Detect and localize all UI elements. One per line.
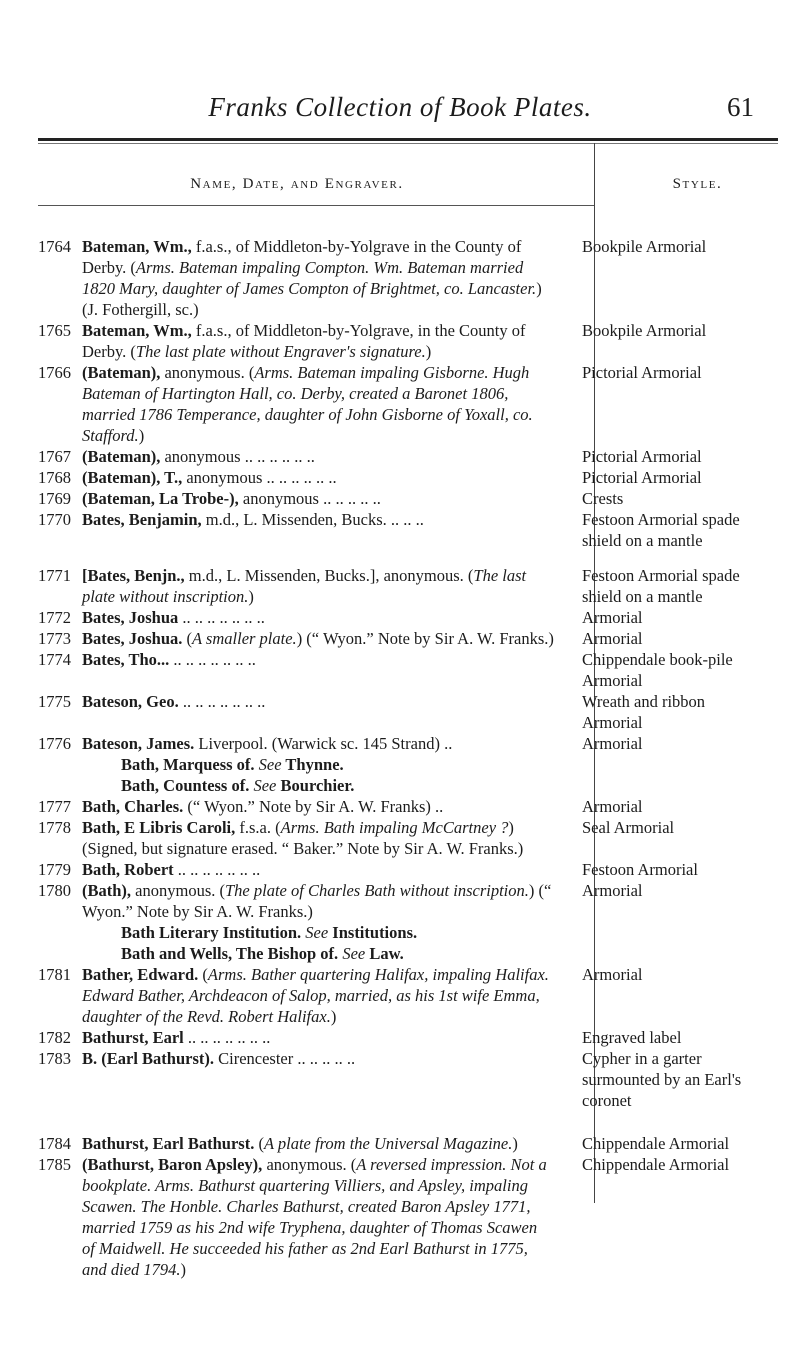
entry-italic-note: The last plate without inscription.: [82, 566, 527, 606]
entry-style: Pictorial Armorial: [582, 468, 702, 487]
entry-text: (: [254, 1134, 264, 1153]
column-header-style: Style.: [672, 176, 723, 192]
cross-ref-see: See: [258, 755, 282, 774]
entry-row: [0, 446, 800, 467]
entry-number: 1768: [38, 468, 71, 487]
entry-number: 1784: [38, 1134, 71, 1153]
cross-ref-target: Institutions.: [328, 923, 418, 942]
entry-description: [82, 859, 554, 880]
entry-description: [82, 236, 554, 320]
entry-name: (Bateman, La Trobe-),: [82, 489, 239, 508]
header-rule-thin: [38, 143, 778, 144]
cross-ref-name: Bath Literary Institution.: [121, 923, 306, 942]
entry-text: anonymous. (: [160, 363, 255, 382]
entry-style: Armorial: [582, 608, 643, 627]
entry-number: 1770: [38, 510, 71, 529]
entry-style: Wreath and ribbon Armorial: [582, 692, 706, 732]
entry-description: [82, 1154, 554, 1280]
entry-description: [82, 691, 554, 712]
entry-number: 1779: [38, 860, 71, 879]
entry-text-tail: ): [512, 1134, 518, 1153]
entry-row: [0, 488, 800, 509]
entry-italic-note: Arms. Bather quartering Halifax, impaling Halifax. Edward Bather, Archdeacon of Salop, married, as his 1st wife Emma, daughter of the Revd. Robert Halifax.: [82, 965, 549, 1026]
entry-style: Festoon Armorial spade shield on a mantle: [582, 566, 740, 606]
entry-name: Bateman, Wm.,: [82, 237, 192, 256]
entry-italic-note: Arms. Bateman impaling Compton. Wm. Bateman married 1820 Mary, daughter of James Compton of Brightmet, co. Lancaster.: [82, 258, 537, 298]
cross-reference: [0, 754, 593, 775]
entry-description: [82, 964, 554, 1027]
entry-name: Bateson, Geo.: [82, 692, 179, 711]
cross-ref-target: Bourchier.: [276, 776, 355, 795]
cross-ref-target: Law.: [365, 944, 404, 963]
entry-style: Chippendale book-pile Armorial: [582, 650, 733, 690]
entry-name: Bath, Charles.: [82, 797, 184, 816]
entry-text: anonymous .. .. .. .. ..: [238, 489, 381, 508]
entry-row: [0, 733, 800, 754]
entry-row: [0, 362, 800, 446]
entry-text-tail: ): [330, 1007, 337, 1026]
entry-text-tail: ): [180, 1260, 187, 1279]
entry-row: [0, 859, 800, 880]
entry-number: 1785: [38, 1155, 71, 1174]
entry-text: (“ Wyon.” Note by Sir A. W. Franks) ..: [183, 797, 444, 816]
entry-row: [0, 565, 800, 607]
entry-name: Bates, Joshua.: [82, 629, 183, 648]
entry-italic-note: A plate from the Universal Magazine.: [263, 1134, 513, 1153]
entry-text: .. .. .. .. .. .. ..: [178, 608, 265, 627]
entry-style: Cypher in a garter surmounted by an Earl's coronet: [582, 1049, 742, 1110]
entry-number: 1772: [38, 608, 71, 627]
column-header-rule: [38, 205, 594, 206]
entry-description: [82, 733, 554, 754]
entry-number: 1764: [38, 237, 71, 256]
entry-list: [0, 236, 800, 1280]
entry-text-tail: ): [138, 426, 145, 445]
entry-text: m.d., L. Missenden, Bucks.], anonymous. (: [184, 566, 474, 585]
entry-number: 1769: [38, 489, 71, 508]
entry-style: Bookpile Armorial: [582, 237, 707, 256]
entry-row: [0, 964, 800, 1027]
entry-row: [0, 320, 800, 362]
entry-italic-note: The plate of Charles Bath without inscription.: [225, 881, 529, 900]
entry-description: [82, 880, 554, 922]
entry-text: .. .. .. .. .. .. ..: [178, 692, 266, 711]
entry-text: .. .. .. .. .. .. ..: [169, 650, 256, 669]
entry-text: (: [198, 965, 208, 984]
entry-style: Festoon Armorial spade shield on a mantle: [582, 510, 740, 550]
entry-name: Bather, Edward.: [82, 965, 199, 984]
cross-ref-see: See: [305, 923, 329, 942]
entry-text-tail: ): [248, 587, 254, 606]
entry-name: (Bateman),: [82, 447, 161, 466]
entry-description: [82, 649, 554, 670]
entry-description: [82, 320, 554, 362]
entry-description: [82, 817, 554, 859]
entry-style: Pictorial Armorial: [582, 363, 702, 382]
entry-number: 1781: [38, 965, 71, 984]
entry-name: (Bath),: [82, 881, 132, 900]
entry-name: (Bathurst, Baron Apsley),: [82, 1155, 263, 1174]
entry-row: [0, 1133, 800, 1154]
entry-style: Armorial: [582, 797, 643, 816]
entry-name: (Bateman), T.,: [82, 468, 183, 487]
cross-ref-name: Bath and Wells, The Bishop of.: [121, 944, 343, 963]
entry-description: [82, 446, 554, 467]
entry-description: [82, 467, 554, 488]
entry-row: [0, 467, 800, 488]
cross-reference: [0, 943, 593, 964]
entry-style: Seal Armorial: [582, 818, 675, 837]
entry-description: [82, 1133, 554, 1154]
entry-name: Bathurst, Earl Bathurst.: [82, 1134, 255, 1153]
entry-text: m.d., L. Missenden, Bucks. .. .. ..: [201, 510, 424, 529]
entry-number: 1767: [38, 447, 71, 466]
entry-text: anonymous. (: [131, 881, 225, 900]
entry-name: (Bateman),: [82, 363, 161, 382]
entry-row: [0, 236, 800, 320]
entry-row: [0, 1027, 800, 1048]
entry-style: Engraved label: [582, 1028, 682, 1047]
entry-italic-note: A reversed impression. Not a bookplate. Arms. Bathurst quartering Villiers, and Apsley, impaling Scawen. The Honble. Charles Bathurst, created Baron Apsley 1771, married 1759 as his 2nd wife Tryphena, daughter of Thomas Scawen of Maidwell. He succeeded his father as 2nd Earl Bathurst in 1775, and died 1794.: [82, 1155, 547, 1279]
entry-name: Bath, E Libris Caroli,: [82, 818, 236, 837]
entry-text: f.s.a. (: [235, 818, 281, 837]
entry-italic-note: The last plate without Engraver's signature.: [135, 342, 426, 361]
entry-text-tail: ) (“ Wyon.” Note by Sir A. W. Franks.): [296, 629, 554, 648]
entry-number: 1774: [38, 650, 71, 669]
entry-style: Armorial: [582, 881, 643, 900]
entry-text: anonymous .. .. .. .. .. ..: [160, 447, 315, 466]
entry-number: 1780: [38, 881, 71, 900]
entry-style: Armorial: [582, 629, 643, 648]
entry-text: f.a.s., of Middleton-by-Yolgrave in the County of Derby. (: [82, 237, 522, 277]
entry-style: Bookpile Armorial: [582, 321, 707, 340]
entry-row: [0, 1154, 800, 1280]
entry-style: Crests: [582, 489, 624, 508]
entry-style: Chippendale Armorial: [582, 1134, 730, 1153]
column-header-name: Name, Date, and Engraver.: [190, 176, 404, 192]
entry-row: [0, 649, 800, 691]
entry-number: 1776: [38, 734, 71, 753]
entry-text-tail: ): [425, 342, 432, 361]
entry-name: Bateson, James.: [82, 734, 195, 753]
entry-row: [0, 1048, 800, 1111]
cross-ref-name: Bath, Marquess of.: [121, 755, 259, 774]
entry-italic-note: Arms. Bateman impaling Gisborne. Hugh Bateman of Hartington Hall, co. Derby, created a Baronet 1806, married 1786 Temperance, daughter of John Gisborne of Yoxall, co. Stafford.: [82, 363, 533, 445]
entry-number: 1782: [38, 1028, 71, 1047]
entry-description: [82, 565, 554, 607]
entry-description: [82, 1048, 554, 1069]
entry-row: [0, 628, 800, 649]
page-number: 61: [727, 92, 754, 122]
entry-name: [Bates, Benjn.,: [82, 566, 185, 585]
entry-description: [82, 1027, 554, 1048]
entry-row: [0, 880, 800, 922]
entry-name: Bates, Tho...: [82, 650, 170, 669]
cross-ref-see: See: [253, 776, 277, 795]
entry-name: Bates, Joshua: [82, 608, 179, 627]
entry-row: [0, 817, 800, 859]
entry-number: 1778: [38, 818, 71, 837]
page-header-title: Franks Collection of Book Plates.: [208, 92, 592, 122]
cross-reference: [0, 775, 593, 796]
entry-description: [82, 607, 554, 628]
entry-number: 1775: [38, 692, 71, 711]
entry-text: (: [182, 629, 193, 648]
cross-ref-target: Thynne.: [281, 755, 344, 774]
entry-number: 1777: [38, 797, 71, 816]
entry-number: 1771: [38, 566, 71, 585]
entry-style: Armorial: [582, 965, 643, 984]
entry-text: anonymous .. .. .. .. .. ..: [182, 468, 337, 487]
entry-name: B. (Earl Bathurst).: [82, 1049, 214, 1068]
entry-description: [82, 796, 554, 817]
entry-name: Bath, Robert: [82, 860, 174, 879]
entry-text: Liverpool. (Warwick sc. 145 Strand) ..: [194, 734, 453, 753]
cross-ref-see: See: [342, 944, 366, 963]
entry-description: [82, 362, 554, 446]
entry-row: [0, 691, 800, 733]
entry-text-tail: ) (“ Wyon.” Note by Sir A. W. Franks.): [82, 881, 552, 921]
entry-style: Armorial: [582, 734, 643, 753]
entry-name: Bateman, Wm.,: [82, 321, 192, 340]
entry-row: [0, 607, 800, 628]
entry-number: 1773: [38, 629, 71, 648]
entry-number: 1783: [38, 1049, 71, 1068]
entry-text: .. .. .. .. .. .. ..: [183, 1028, 271, 1047]
entry-name: Bathurst, Earl: [82, 1028, 184, 1047]
header-rule: [38, 138, 778, 141]
cross-reference: [0, 922, 593, 943]
entry-name: Bates, Benjamin,: [82, 510, 202, 529]
entry-row: [0, 796, 800, 817]
entry-text-tail: ) (Signed, but signature erased. “ Baker.” Note by Sir A. W. Franks.): [82, 818, 524, 858]
entry-italic-note: Arms. Bath impaling McCartney ?: [280, 818, 509, 837]
entry-text: f.a.s., of Middleton-by-Yolgrave, in the County of Derby. (: [82, 321, 526, 361]
entry-text: Cirencester .. .. .. .. ..: [214, 1049, 356, 1068]
entry-number: 1766: [38, 363, 71, 382]
entry-text: anonymous. (: [262, 1155, 357, 1174]
entry-text: .. .. .. .. .. .. ..: [173, 860, 261, 879]
entry-style: Festoon Armorial: [582, 860, 698, 879]
entry-number: 1765: [38, 321, 71, 340]
entry-text-tail: ) (J. Fothergill, sc.): [82, 279, 542, 319]
entry-description: [82, 488, 554, 509]
entry-description: [82, 509, 554, 530]
entry-italic-note: A smaller plate.: [192, 629, 297, 648]
entry-style: Chippendale Armorial: [582, 1155, 730, 1174]
entry-description: [82, 628, 554, 649]
entry-row: [0, 509, 800, 551]
entry-style: Pictorial Armorial: [582, 447, 702, 466]
cross-ref-name: Bath, Countess of.: [121, 776, 254, 795]
